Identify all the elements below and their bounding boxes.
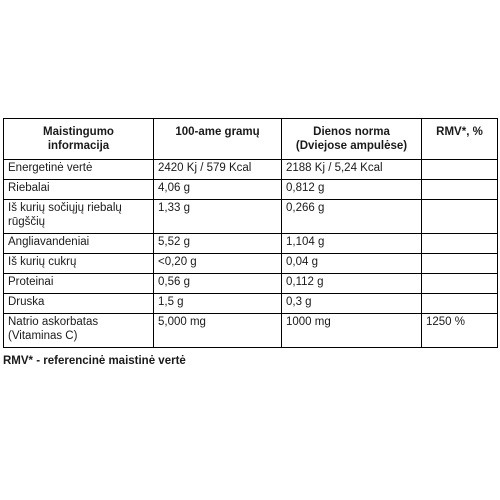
nutrition-facts-table [3, 118, 498, 348]
nutrition-table-container [3, 118, 498, 348]
row-label: Energetinė vertė [4, 160, 154, 180]
table-row [4, 160, 498, 180]
row-label: Riebalai [4, 180, 154, 200]
row-rmv: 1250 % [422, 314, 498, 348]
header-daily-norm [282, 119, 422, 160]
row-daily-norm: 0,3 g [282, 294, 422, 314]
header-nutrition-info-line2: informacija [47, 140, 110, 152]
row-daily-norm: 0,112 g [282, 274, 422, 294]
row-label: Angliavandeniai [4, 234, 154, 254]
table-row [4, 274, 498, 294]
footnote-rmv-definition: RMV* - referencinė maistinė vertė [3, 355, 186, 367]
header-per-100g: 100-ame gramų [154, 119, 282, 160]
row-rmv [422, 160, 498, 180]
row-per-100g: 1,5 g [154, 294, 282, 314]
row-daily-norm: 0,812 g [282, 180, 422, 200]
table-row [4, 234, 498, 254]
row-per-100g: 5,52 g [154, 234, 282, 254]
row-per-100g: <0,20 g [154, 254, 282, 274]
row-rmv [422, 294, 498, 314]
row-label: Iš kurių cukrų [4, 254, 154, 274]
row-daily-norm: 2188 Kj / 5,24 Kcal [282, 160, 422, 180]
row-per-100g: 5,000 mg [154, 314, 282, 348]
row-daily-norm: 1,104 g [282, 234, 422, 254]
row-daily-norm: 0,04 g [282, 254, 422, 274]
header-rmv-percent: RMV*, % [422, 119, 498, 160]
row-per-100g: 1,33 g [154, 200, 282, 234]
table-header-row [4, 119, 498, 160]
row-daily-norm: 0,266 g [282, 200, 422, 234]
table-row [4, 180, 498, 200]
table-row [4, 254, 498, 274]
row-rmv [422, 254, 498, 274]
row-rmv [422, 200, 498, 234]
row-rmv [422, 234, 498, 254]
table-row [4, 200, 498, 234]
row-label: Druska [4, 294, 154, 314]
row-rmv [422, 180, 498, 200]
row-label: Iš kurių sočiųjų riebalų rūgščių [4, 200, 154, 234]
row-per-100g: 0,56 g [154, 274, 282, 294]
row-daily-norm: 1000 mg [282, 314, 422, 348]
header-daily-norm-line1: Dienos norma [313, 126, 390, 138]
row-rmv [422, 274, 498, 294]
header-nutrition-info [4, 119, 154, 160]
row-per-100g: 4,06 g [154, 180, 282, 200]
table-row [4, 294, 498, 314]
header-daily-norm-line2: (Dviejose ampulėse) [295, 140, 408, 152]
table-row [4, 314, 498, 348]
header-nutrition-info-line1: Maistingumo [43, 126, 114, 138]
row-per-100g: 2420 Kj / 579 Kcal [154, 160, 282, 180]
row-label: Proteinai [4, 274, 154, 294]
row-label: Natrio askorbatas (Vitaminas C) [4, 314, 154, 348]
